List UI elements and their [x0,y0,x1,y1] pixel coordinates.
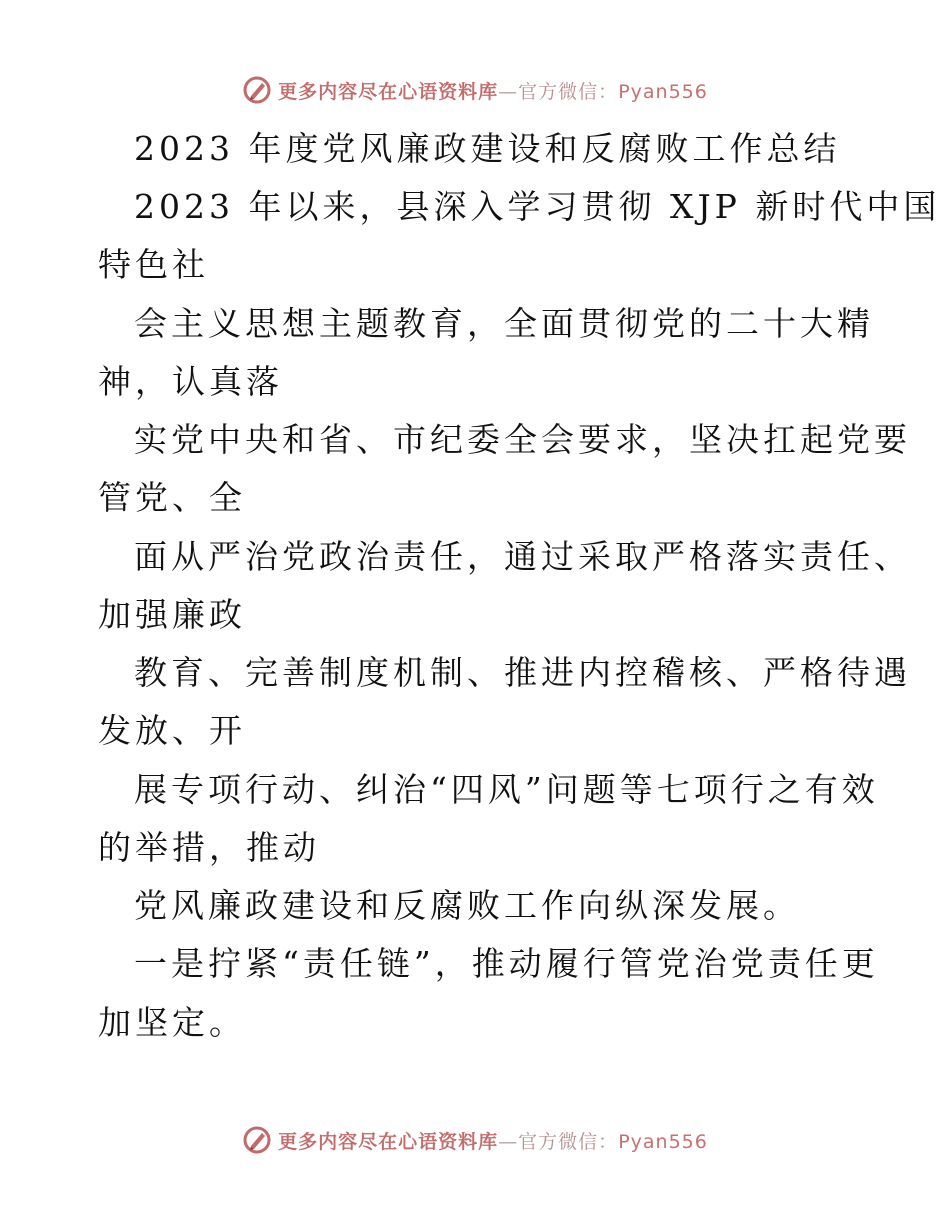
header-watermark [0,70,950,110]
paragraph-line: 发放、开 [98,711,246,750]
pen-logo-icon [242,75,272,105]
watermark-wechat-label: 官方微信： [518,80,619,103]
watermark-brand: 更多内容尽在心语资料库 [278,80,499,103]
watermark-text [278,77,708,104]
pen-logo-icon [242,1125,272,1155]
paragraph-line: 2023 年以来，县深入学习贯彻 XJP 新时代中国 [134,187,941,226]
paragraph-line: 一是拧紧“责任链”，推动履行管党治党责任更 [134,944,879,983]
paragraph-line: 特色社 [98,245,209,284]
paragraph-line: 加坚定。 [98,1003,246,1042]
watermark-text [278,1127,708,1154]
paragraph-line: 面从严治党政治责任，通过采取严格落实责任、 [134,537,911,576]
watermark-wechat-label: 官方微信： [518,1130,619,1153]
watermark-wechat-id: Pyan556 [618,80,708,103]
watermark-separator: — [498,80,519,103]
paragraph-line: 管党、全 [98,478,246,517]
watermark-brand: 更多内容尽在心语资料库 [278,1130,499,1153]
paragraph-line: 加强廉政 [98,595,246,634]
paragraph-line: 神，认真落 [98,362,283,401]
document-title: 2023 年度党风廉政建设和反腐败工作总结 [134,129,841,168]
watermark-wechat-id: Pyan556 [618,1130,708,1153]
watermark-separator: — [498,1130,519,1153]
paragraph-line: 党风廉政建设和反腐败工作向纵深发展。 [134,886,800,925]
paragraph-line: 会主义思想主题教育，全面贯彻党的二十大精 [134,304,874,343]
paragraph-line: 展专项行动、纠治“四风”问题等七项行之有效 [134,770,879,809]
footer-watermark [0,1120,950,1160]
paragraph-line: 教育、完善制度机制、推进内控稽核、严格待遇 [134,653,911,692]
paragraph-line: 的举措，推动 [98,828,320,867]
paragraph-line: 实党中央和省、市纪委全会要求，坚决扛起党要 [134,420,911,459]
